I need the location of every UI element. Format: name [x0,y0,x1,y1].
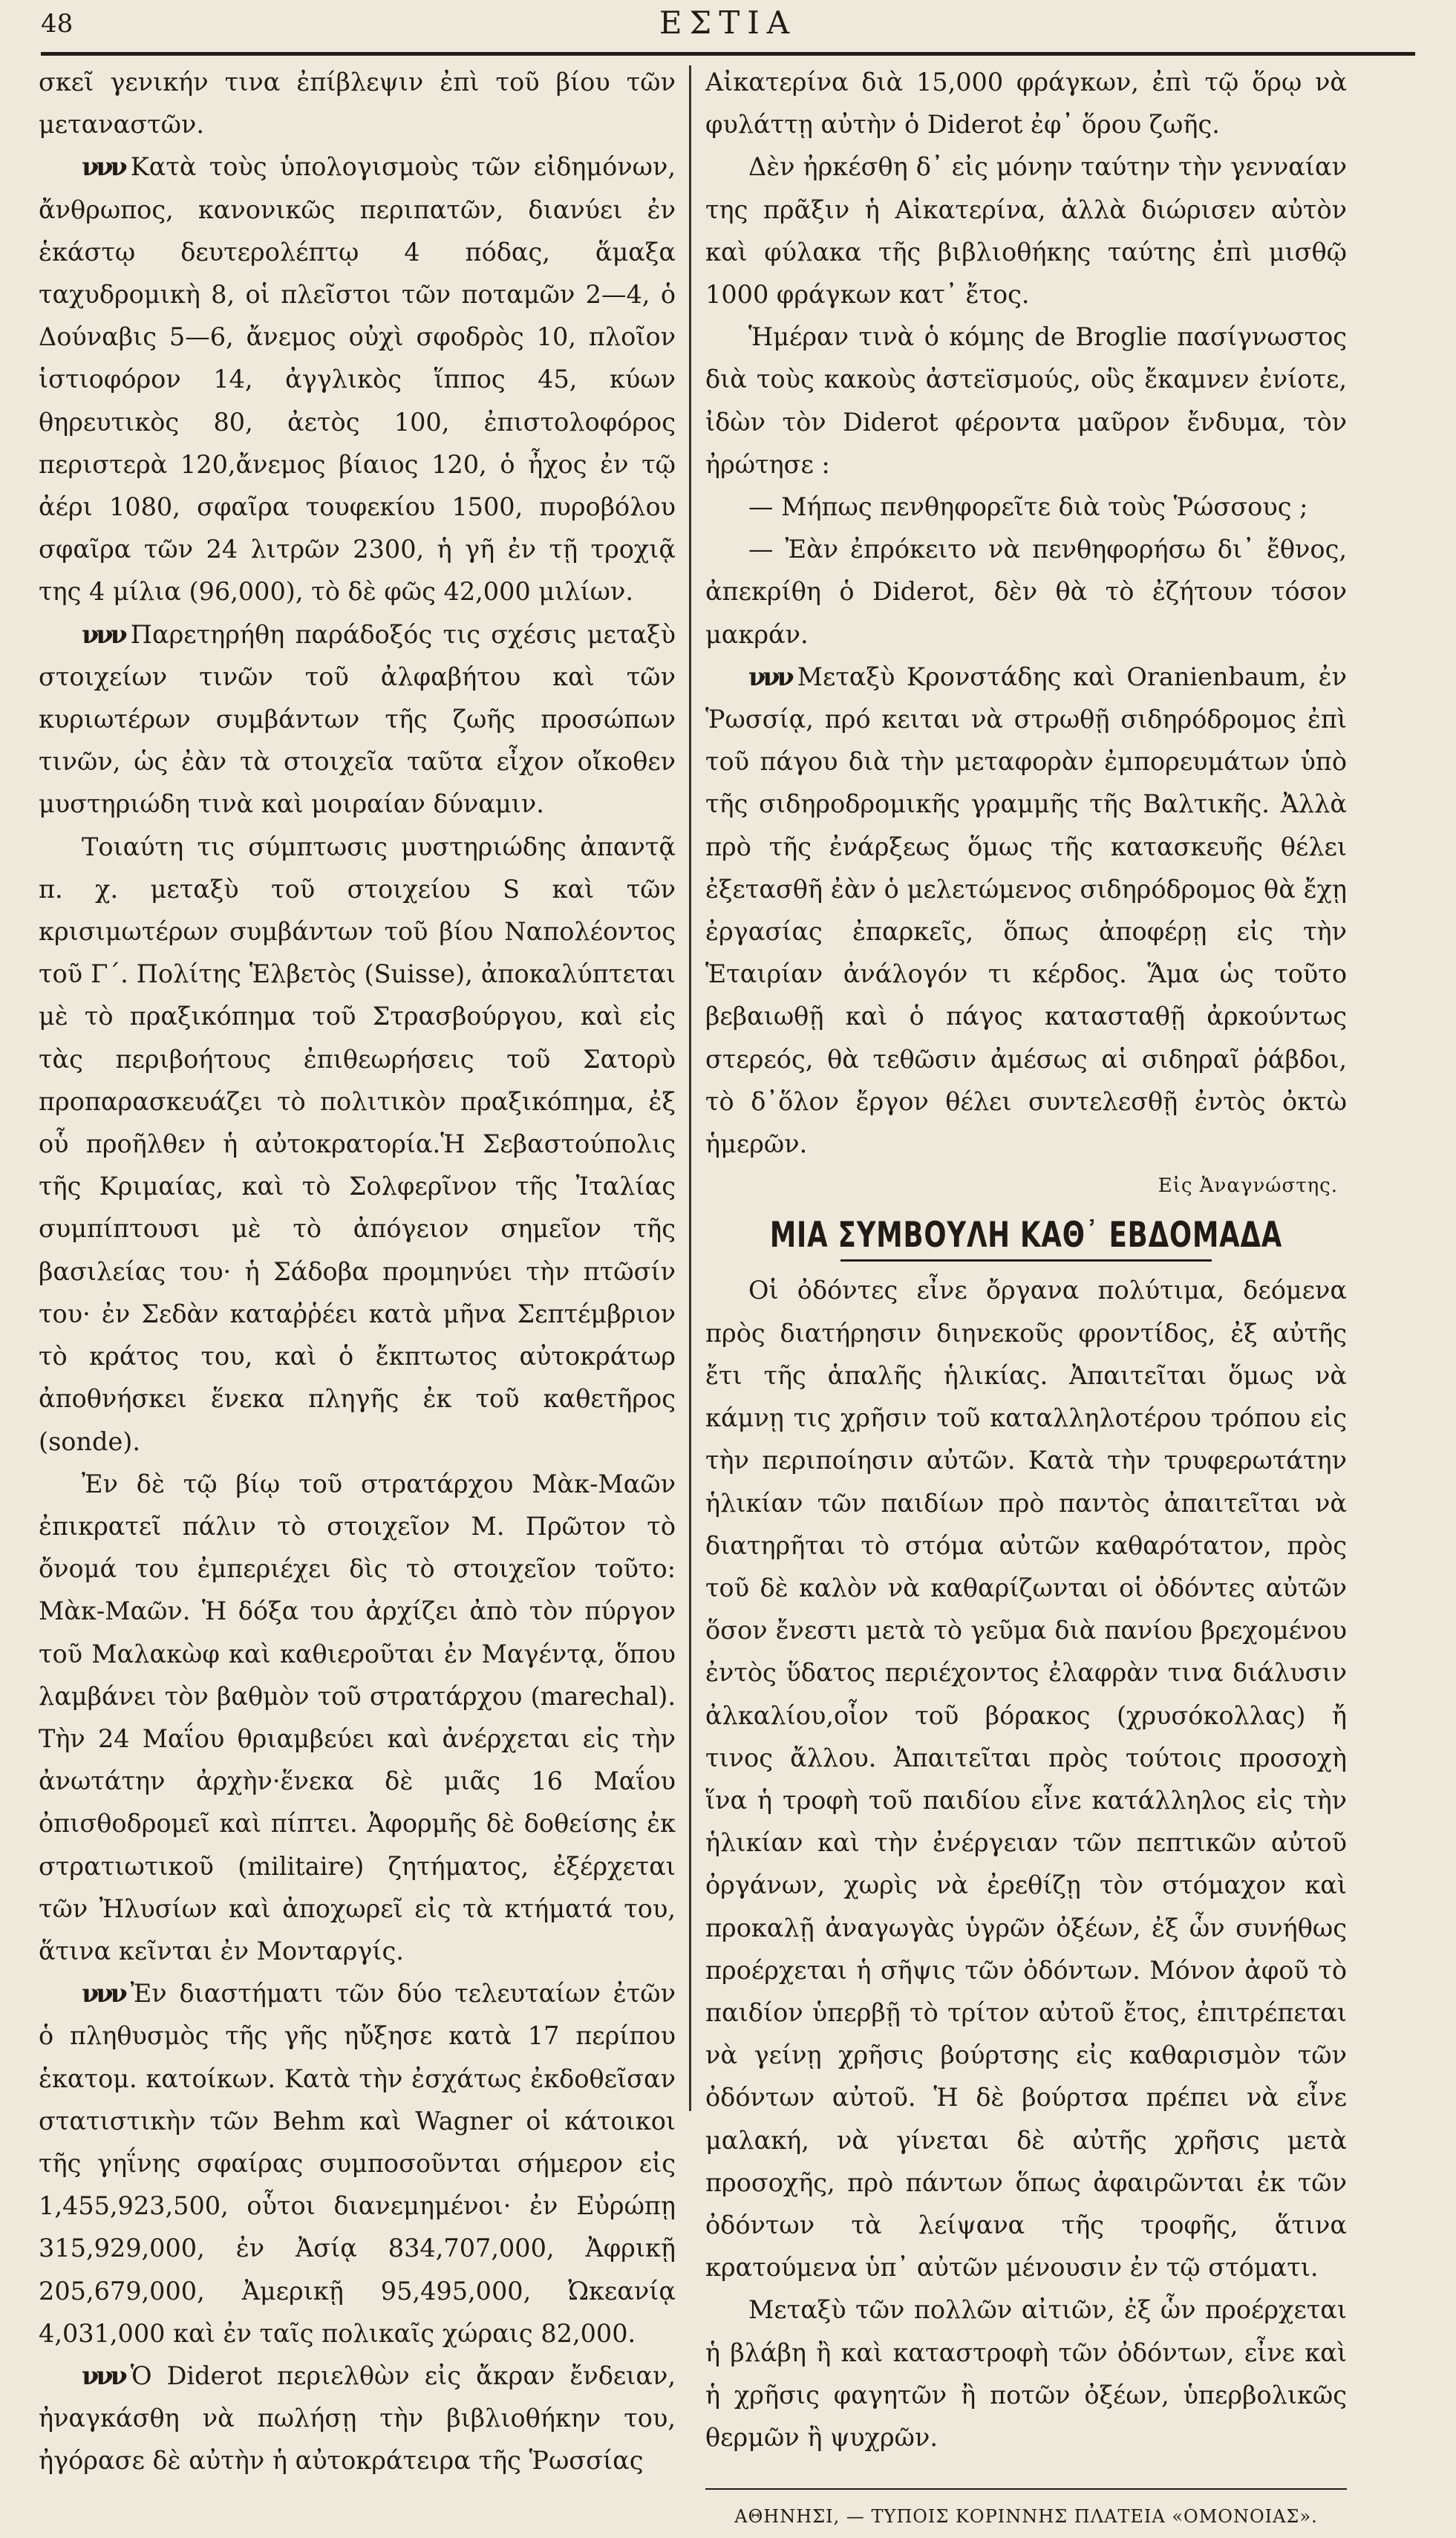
right-column [705,61,1347,2538]
section-mark-icon: ννν [82,619,125,649]
title-rule [840,1259,1212,1262]
article-paragraph: ννν Ὁ Diderot περιελθὼν εἰς ἄκραν ἔνδειαν, ἠναγκάσθη νὰ πωλήσῃ τὴν βιβλιοθήκην του, ἠγόρασε δὲ αὐτὴν ἡ αὐτοκράτειρα τῆς Ῥωσσίας [39,2361,676,2476]
running-title: ΕΣΤΙΑ [659,4,797,41]
column-rule [689,65,691,2111]
page-header [41,4,1415,50]
article-paragraph: σκεῖ γενικήν τινα ἐπίβλεψιν ἐπὶ τοῦ βίου τῶν μεταναστῶν. [39,68,676,140]
article-paragraph: Δὲν ἠρκέσθη δ᾽ εἰς μόνην ταύτην τὴν γενναίαν της πρᾶξιν ἡ Αἰκατερίνα, ἀλλὰ διώρισεν αὐτὸν καὶ φύλακα τῆς βιβλιοθήκης ταύτης ἐπὶ μισθῷ 1000 φράγκων κατ᾽ ἔτος. [705,152,1347,310]
article-paragraph: ννν Παρετηρήθη παράδοξός τις σχέσις μεταξὺ στοιχείων τινῶν τοῦ ἀλφαβήτου καὶ τῶν κυριωτέρων συμβάντων τῆς ζωῆς προσώπων τινῶν, ὡς ἐὰν τὰ στοιχεῖα ταῦτα εἶχον οἴκοθεν μυστηριώδη τινὰ καὶ μοιραίαν δύναμιν. [39,619,676,819]
section-mark-icon: ννν [82,2361,125,2390]
article-paragraph: ννν Μεταξὺ Κρονστάδης καὶ Oranienbaum, ἐν Ῥωσσίᾳ, πρό κειται νὰ στρωθῇ σιδηρόδρομος ἐπὶ τοῦ πάγου διὰ τὴν μεταφορὰν ἐμπορευμάτων ὑπὸ τῆς σιδηροδρομικῆς γραμμῆς τῆς Βαλτικῆς. Ἀλλὰ πρὸ τῆς ἐνάρξεως ὅμως τῆς κατασκευῆς θέλει ἐξετασθῆ ἐὰν ὁ μελετώμενος σιδηρόδρομος θὰ ἔχῃ ἐργασίας ἐπαρκεῖς, ὅπως ἀποφέρῃ εἰς τὴν Ἑταιρίαν ἀνάλογόν τι κέρδος. Ἅμα ὡς τοῦτο βεβαιωθῇ καὶ ὁ πάγος κατασταθῇ ἀρκούντως στερεός, θὰ τεθῶσιν ἀμέσως αἱ σιδηραῖ ῥάβδοι, τὸ δ᾽ὅλον ἔργον θέλει συντελεσθῇ ἐντὸς ὀκτὼ ἡμερῶν. [705,662,1347,1159]
article-paragraph: ννν Ἐν διαστήματι τῶν δύο τελευταίων ἐτῶν ὁ πληθυσμὸς τῆς γῆς ηὔξησε κατὰ 17 περίπου ἑκατομ. κατοίκων. Κατὰ τὴν ἐσχάτως ἐκδοθεῖσαν στατιστικὴν τῶν Behm καὶ Wagner οἱ κάτοικοι τῆς γηΐνης σφαίρας συμποσοῦνται σήμερον εἰς 1,455,923,500, οὗτοι διανεμημένοι· ἐν Εὐρώπῃ 315,929,000, ἐν Ἀσίᾳ 834,707,000, Ἀφρικῇ 205,679,000, Ἀμερικῇ 95,495,000, Ὠκεανίᾳ 4,031,000 καὶ ἐν ταῖς πολικαῖς χώραις 82,000. [39,1979,676,2348]
section-mark-icon: ννν [748,662,791,691]
dialogue-line: — Ἐὰν ἐπρόκειτο νὰ πενθηφορήσω δι᾽ ἔθνος, ἀπεκρίθη ὁ Diderot, δὲν θὰ τὸ ἐζήτουν τόσον μακράν. [705,535,1347,649]
section-mark-icon: ννν [82,1979,125,2009]
article-paragraph: Ἡμέραν τινὰ ὁ κόμης de Broglie πασίγνωστος διὰ τοὺς κακοὺς ἀστεϊσμούς, οὓς ἔκαμνεν ἐνίοτε, ἰδὼν τὸν Diderot φέροντα μαῦρον ἔνδυμα, τὸν ἠρώτησε : [705,322,1347,479]
article-paragraph: Ἐν δὲ τῷ βίῳ τοῦ στρατάρχου Μὰκ-Μαῶν ἐπικρατεῖ πάλιν τὸ στοιχεῖον Μ. Πρῶτον τὸ ὄνομά του ἐμπεριέχει δὶς τὸ στοιχεῖον τοῦτο: Μὰκ-Μαῶν. Ἡ δόξα του ἀρχίζει ἀπὸ τὸν πύργον τοῦ Μαλακὼφ καὶ καθιεροῦται ἐν Μαγέντᾳ, ὅπου λαμβάνει τὸν βαθμὸν τοῦ στρατάρχου (marechal). Τὴν 24 Μαΐου θριαμβεύει καὶ ἀνέρχεται εἰς τὴν ἀνωτάτην ἀρχὴν·ἕνεκα δὲ μιᾶς 16 Μαΐου ὀπισθοδρομεῖ καὶ πίπτει. Ἀφορμῆς δὲ δοθείσης ἐκ στρατιωτικοῦ (militaire) ζητήματος, ἐξέρχεται τῶν Ἠλυσίων καὶ ἀποχωρεῖ εἰς τὰ κτήματά του, ἅτινα κεῖνται ἐν Μονταργίς. [39,1469,676,1966]
article-paragraph: ννν Κατὰ τοὺς ὑπολογισμοὺς τῶν εἰδημόνων, ἄνθρωπος, κανονικῶς περιπατῶν, διανύει ἐν ἑκάστῳ δευτερολέπτῳ 4 πόδας, ἅμαξα ταχυδρομικὴ 8, οἱ πλεῖστοι τῶν ποταμῶν 2—4, ὁ Δούναβις 5—6, ἄνεμος οὐχὶ σφοδρὸς 10, πλοῖον ἱστιοφόρον 14, ἀγγλικὸς ἵππος 45, κύων θηρευτικὸς 80, ἀετὸς 100, ἐπιστολοφόρος περιστερὰ 120,ἄνεμος βίαιος 120, ὁ ἦχος ἐν τῷ ἀέρι 1080, σφαῖρα τουφεκίου 1500, πυροβόλου σφαῖρα τῶν 24 λιτρῶν 2300, ἡ γῆ ἐν τῇ τροχιᾷ της 4 μίλια (96,000), τὸ δὲ φῶς 42,000 μιλίων. [39,152,676,607]
advice-paragraph: Μεταξὺ τῶν πολλῶν αἰτιῶν, ἐξ ὧν προέρχεται ἡ βλάβη ἢ καὶ καταστροφὴ τῶν ὀδόντων, εἶνε καὶ ἡ χρῆσις φαγητῶν ἢ ποτῶν ὀξέων, ὑπερβολικῶς θερμῶν ἢ ψυχρῶν. [705,2295,1347,2452]
left-column [39,61,676,2482]
printer-imprint: ΑΘΗΝΗΣΙ, — ΤΥΠΟΙΣ ΚΟΡΙΝΝΗΣ ΠΛΑΤΕΙΑ «ΟΜΟΝΟΙΑΣ». [734,2506,1318,2528]
article-paragraph: Αἰκατερίνα διὰ 15,000 φράγκων, ἐπὶ τῷ ὅρῳ νὰ φυλάττῃ αὐτὴν ὁ Diderot ἐφ᾽ ὅρου ζωῆς. [705,68,1347,140]
header-rule [41,52,1415,56]
advice-paragraph: Οἱ ὀδόντες εἶνε ὄργανα πολύτιμα, δεόμενα πρὸς διατήρησιν διηνεκοῦς φροντίδος, ἐξ αὐτῆς ἔτι τῆς ἁπαλῆς ἡλικίας. Ἀπαιτεῖται ὅμως νὰ κάμνῃ τις χρῆσιν τοῦ καταλληλοτέρου τρόπου εἰς τὴν περιποίησιν αὐτῶν. Κατὰ τὴν τρυφερωτάτην ἡλικίαν τῶν παιδίων πρὸ παντὸς ἀπαιτεῖται νὰ διατηρῆται τὸ στόμα αὐτῶν καθαρότατον, πρὸς τοῦ δὲ καλὸν νὰ καθαρίζωνται οἱ ὀδόντες αὐτῶν ὅσον ἔνεστι μετὰ τὸ γεῦμα διὰ πανίου βρεχομένου ἐντὸς ὕδατος περιέχοντος ἐλαφρὰν τινα διάλυσιν ἀλκαλίου,οἷον τοῦ βόρακος (χρυσόκολλας) ἤ τινος ἄλλου. Ἀπαιτεῖται πρὸς τούτοις προσοχὴ ἵνα ἡ τροφὴ τοῦ παιδίου εἶνε κατάλληλος εἰς τὴν ἡλικίαν καὶ τὴν ἐνέργειαν τῶν πεπτικῶν αὐτοῦ ὀργάνων, χωρὶς νὰ ἐρεθίζῃ τὸν στόμαχον καὶ προκαλῇ ἀναγωγὰς ὑγρῶν ὀξέων, ἐξ ὧν συνήθως προέρχεται ἡ σῆψις τῶν ὀδόντων. Μόνον ἀφοῦ τὸ παιδίον ὑπερβῇ τὸ τρίτον αὐτοῦ ἔτος, ἐπιτρέπεται νὰ γείνῃ χρῆσις βούρτσης εἰς καθαρισμὸν τῶν ὀδόντων αὐτοῦ. Ἡ δὲ βούρτσα πρέπει νὰ εἶνε μαλακή, νὰ γίνεται δὲ αὐτῆς χρῆσις μετὰ προσοχῆς, πρὸ πάντων ὅπως ἀφαιρῶνται ἐκ τῶν ὀδόντων τὰ λείψανα τῆς τροφῆς, ἅτινα κρατούμενα ὑπ᾽ αὐτῶν μένουσιν ἐν τῷ στόματι. [705,1276,1347,2283]
section-mark-icon: ννν [82,152,125,182]
dialogue-line: — Μήπως πενθηφορεῖτε διὰ τοὺς Ῥώσσους ; [748,492,1308,522]
page-number: 48 [41,9,74,39]
footer-rule [705,2488,1347,2490]
signature: Εἰς Ἀναγνώστης. [1158,1175,1338,1198]
section-title: ΜΙΑ ΣΥΜΒΟΥΛΗ ΚΑΘ᾽ ΕΒΔΟΜΑΔΑ [769,1215,1283,1256]
article-paragraph: Τοιαύτη τις σύμπτωσις μυστηριώδης ἀπαντᾷ π. χ. μεταξὺ τοῦ στοιχείου S καὶ τῶν κρισιμωτέρων συμβάντων τοῦ βίου Ναπολέοντος τοῦ Γ΄. Πολίτης Ἑλβετὸς (Suisse), ἀποκαλύπτεται μὲ τὸ πραξικόπημα τοῦ Στρασβούργου, καὶ εἰς τὰς περιβοήτους ἐπιθεωρήσεις τοῦ Σατορὺ προπαρασκευάζει τὸ πολιτικὸν πραξικόπημα, ἐξ οὗ προῆλθεν ἡ αὐτοκρατορία.Ἡ Σεβαστούπολις τῆς Κριμαίας, καὶ τὸ Σολφερῖνον τῆς Ἰταλίας συμπίπτουσι μὲ τὸ ἀπόγειον σημεῖον τῆς βασιλείας του· ἡ Σάδοβα προμηνύει τὴν πτῶσίν του· ἐν Σεδὰν καταῤῥέει κατὰ μῆνα Σεπτέμβριον τὸ κράτος του, καὶ ὁ ἔκπτωτος αὐτοκράτωρ ἀποθνήσκει ἕνεκα πληγῆς ἐκ τοῦ καθετῆρος (sonde). [39,832,676,1456]
